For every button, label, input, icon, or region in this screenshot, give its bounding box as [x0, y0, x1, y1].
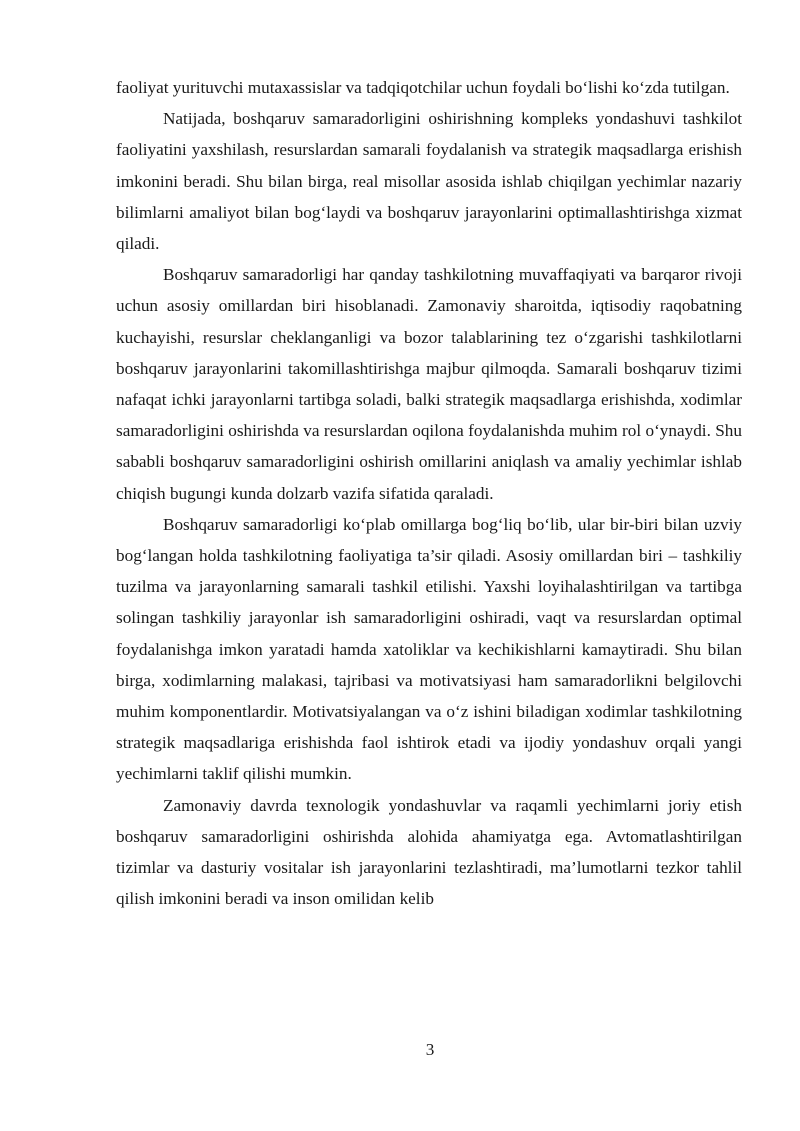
paragraph-importance: Boshqaruv samaradorligi har qanday tashkilotning muvaffaqiyati va barqaror rivoji uchun asosiy omillardan biri hisoblanadi. Zamonaviy sharoitda, iqtisodiy raqobatning kuchayishi, resurslar cheklanganligi va bozor talablarining tez o‘zgarishi tashkilotlarni boshqaruv jarayonlarini takomillashtirishga majbur qilmoqda. Samarali boshqaruv tizimi nafaqat ichki jarayonlarni tartibga soladi, balki strategik maqsadlarga erishishda, xodimlar samaradorligini oshirishda va resurslardan oqilona foydalanishda muhim rol o‘ynaydi. Shu sababli boshqaruv samaradorligini oshirish omillarini aniqlash va amaliy yechimlar ishlab chiqish bugungi kunda dolzarb vazifa sifatida qaraladi. — [116, 265, 742, 503]
document-body — [116, 72, 742, 914]
paragraph-continuation: faoliyat yurituvchi mutaxassislar va tadqiqotchilar uchun foydali bo‘lishi ko‘zda tutilgan. — [116, 78, 730, 97]
page-number: 3 — [425, 1040, 435, 1059]
paragraph-factors: Boshqaruv samaradorligi ko‘plab omillarga bog‘liq bo‘lib, ular bir-biri bilan uzviy bog‘langan holda tashkilotning faoliyatiga ta’sir qiladi. Asosiy omillardan biri – tashkiliy tuzilma va jarayonlarning samarali tashkil etilishi. Yaxshi loyihalashtirilgan va tartibga solingan tashkiliy jarayonlar ish samaradorligini oshiradi, vaqt va resurslardan optimal foydalanishga imkon yaratadi hamda xatoliklar va kechikishlarni kamaytiradi. Shu bilan birga, xodimlarning malakasi, tajribasi va motivatsiyasi ham samaradorlikni belgilovchi muhim komponentlardir. Motivatsiyalangan va o‘z ishini biladigan xodimlar tashkilotning strategik maqsadlariga erishishda faol ishtirok etadi va ijodiy yondashuv orqali yangi yechimlarni taklif qilishi mumkin. — [116, 514, 742, 784]
paragraph-technology: Zamonaviy davrda texnologik yondashuvlar va raqamli yechimlarni joriy etish boshqaruv samaradorligini oshirishda alohida ahamiyatga ega. Avtomatlashtirilgan tizimlar va dasturiy vositalar ish jarayonlarini tezlashtiradi, ma’lumotlarni tezkor tahlil qilish imkonini beradi va inson omilidan kelib — [116, 795, 742, 909]
paragraph-conclusion: Natijada, boshqaruv samaradorligini oshirishning kompleks yondashuvi tashkilot faoliyatini yaxshilash, resurslardan samarali foydalanish va strategik maqsadlarga erishish imkonini beradi. Shu bilan birga, real misollar asosida ishlab chiqilgan yechimlar nazariy bilimlarni amaliyot bilan bog‘laydi va boshqaruv jarayonlarini optimallashtirishga xizmat qiladi. — [116, 109, 742, 254]
